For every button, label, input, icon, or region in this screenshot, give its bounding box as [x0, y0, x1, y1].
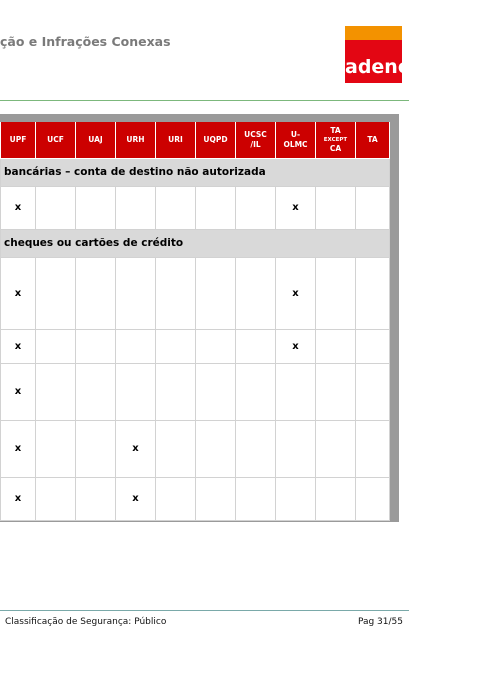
table-cell — [116, 186, 156, 229]
table-cell — [116, 329, 156, 363]
table-cell: x — [1, 420, 36, 477]
table-cell — [236, 186, 276, 229]
table-cell: x — [116, 420, 156, 477]
table-cell — [316, 186, 356, 229]
section-row — [1, 158, 390, 186]
table-cell — [236, 363, 276, 420]
page-number: Pag 31/55 — [357, 617, 403, 627]
footer-divider — [0, 610, 409, 611]
table-cell: x — [1, 186, 36, 229]
table-cell — [76, 363, 116, 420]
table-cell — [116, 363, 156, 420]
table-cell — [156, 477, 196, 520]
table-cell: x — [1, 363, 36, 420]
col-header-urh: URH — [116, 122, 156, 158]
table-cell — [196, 329, 236, 363]
table-cell — [196, 186, 236, 229]
table-cell — [356, 329, 390, 363]
col-header-ta-except-ca-tail: CA — [329, 143, 342, 153]
table-cell — [236, 420, 276, 477]
table-cell — [316, 257, 356, 329]
table-cell — [276, 477, 316, 520]
col-header-uri: URI — [156, 122, 196, 158]
table-cell — [196, 420, 236, 477]
document-section-title: ção e Infrações Conexas — [0, 34, 171, 49]
table-cell — [196, 363, 236, 420]
table-cell — [36, 329, 76, 363]
table-cell — [116, 257, 156, 329]
col-header-ta: TA — [356, 122, 390, 158]
table-cell — [36, 477, 76, 520]
table-cell — [196, 257, 236, 329]
col-header-upf: UPF — [1, 122, 36, 158]
table-cell — [36, 257, 76, 329]
table-cell: x — [1, 329, 36, 363]
table-cell — [356, 363, 390, 420]
security-classification: Classificação de Segurança: Público — [5, 617, 167, 627]
logo-orange-band — [345, 26, 402, 40]
table-cell — [36, 420, 76, 477]
permissions-table-container — [0, 114, 399, 522]
table-cell — [156, 420, 196, 477]
table-cell — [356, 257, 390, 329]
table-cell: x — [116, 477, 156, 520]
table-cell: x — [276, 257, 316, 329]
section-title: bancárias – conta de destino não autorizada — [1, 158, 390, 186]
table-row — [1, 186, 390, 229]
table-cell: x — [1, 477, 36, 520]
permissions-table — [0, 122, 390, 521]
col-header-u-olmc: U- OLMC — [276, 122, 316, 158]
table-cell — [156, 363, 196, 420]
table-cell — [76, 477, 116, 520]
col-header-ta-except-ca-sub: EXCEPT — [323, 136, 348, 143]
table-cell — [156, 186, 196, 229]
table-cell — [156, 329, 196, 363]
table-cell — [36, 363, 76, 420]
table-cell: x — [276, 329, 316, 363]
table-cell — [76, 257, 116, 329]
section-title: cheques ou cartões de crédito — [1, 229, 390, 257]
table-cell: x — [276, 186, 316, 229]
table-cell — [316, 420, 356, 477]
table-cell — [236, 329, 276, 363]
table-cell — [356, 477, 390, 520]
col-header-ucf: UCF — [36, 122, 76, 158]
logo-text: adene — [345, 56, 411, 78]
table-row — [1, 477, 390, 520]
table-cell: x — [1, 257, 36, 329]
table-cell — [236, 477, 276, 520]
table-row — [1, 257, 390, 329]
table-cell — [36, 186, 76, 229]
table-row — [1, 420, 390, 477]
table-cell — [276, 363, 316, 420]
table-cell — [356, 186, 390, 229]
table-cell — [76, 420, 116, 477]
adene-logo — [345, 26, 411, 83]
table-cell — [156, 257, 196, 329]
col-header-ucsc-il: UCSC /IL — [236, 122, 276, 158]
table-cell — [316, 477, 356, 520]
col-header-ta-except-ca-top: TA — [330, 125, 341, 135]
table-header-row — [1, 122, 390, 158]
col-header-uqpd: UQPD — [196, 122, 236, 158]
table-cell — [236, 257, 276, 329]
table-row — [1, 363, 390, 420]
col-header-uaj: UAJ — [76, 122, 116, 158]
section-row — [1, 229, 390, 257]
table-cell — [356, 420, 390, 477]
table-cell — [316, 363, 356, 420]
header-divider — [0, 100, 409, 101]
table-cell — [76, 186, 116, 229]
table-cell — [76, 329, 116, 363]
col-header-ta-except-ca — [316, 122, 356, 158]
table-cell — [316, 329, 356, 363]
table-row — [1, 329, 390, 363]
table-cell — [276, 420, 316, 477]
table-cell — [196, 477, 236, 520]
